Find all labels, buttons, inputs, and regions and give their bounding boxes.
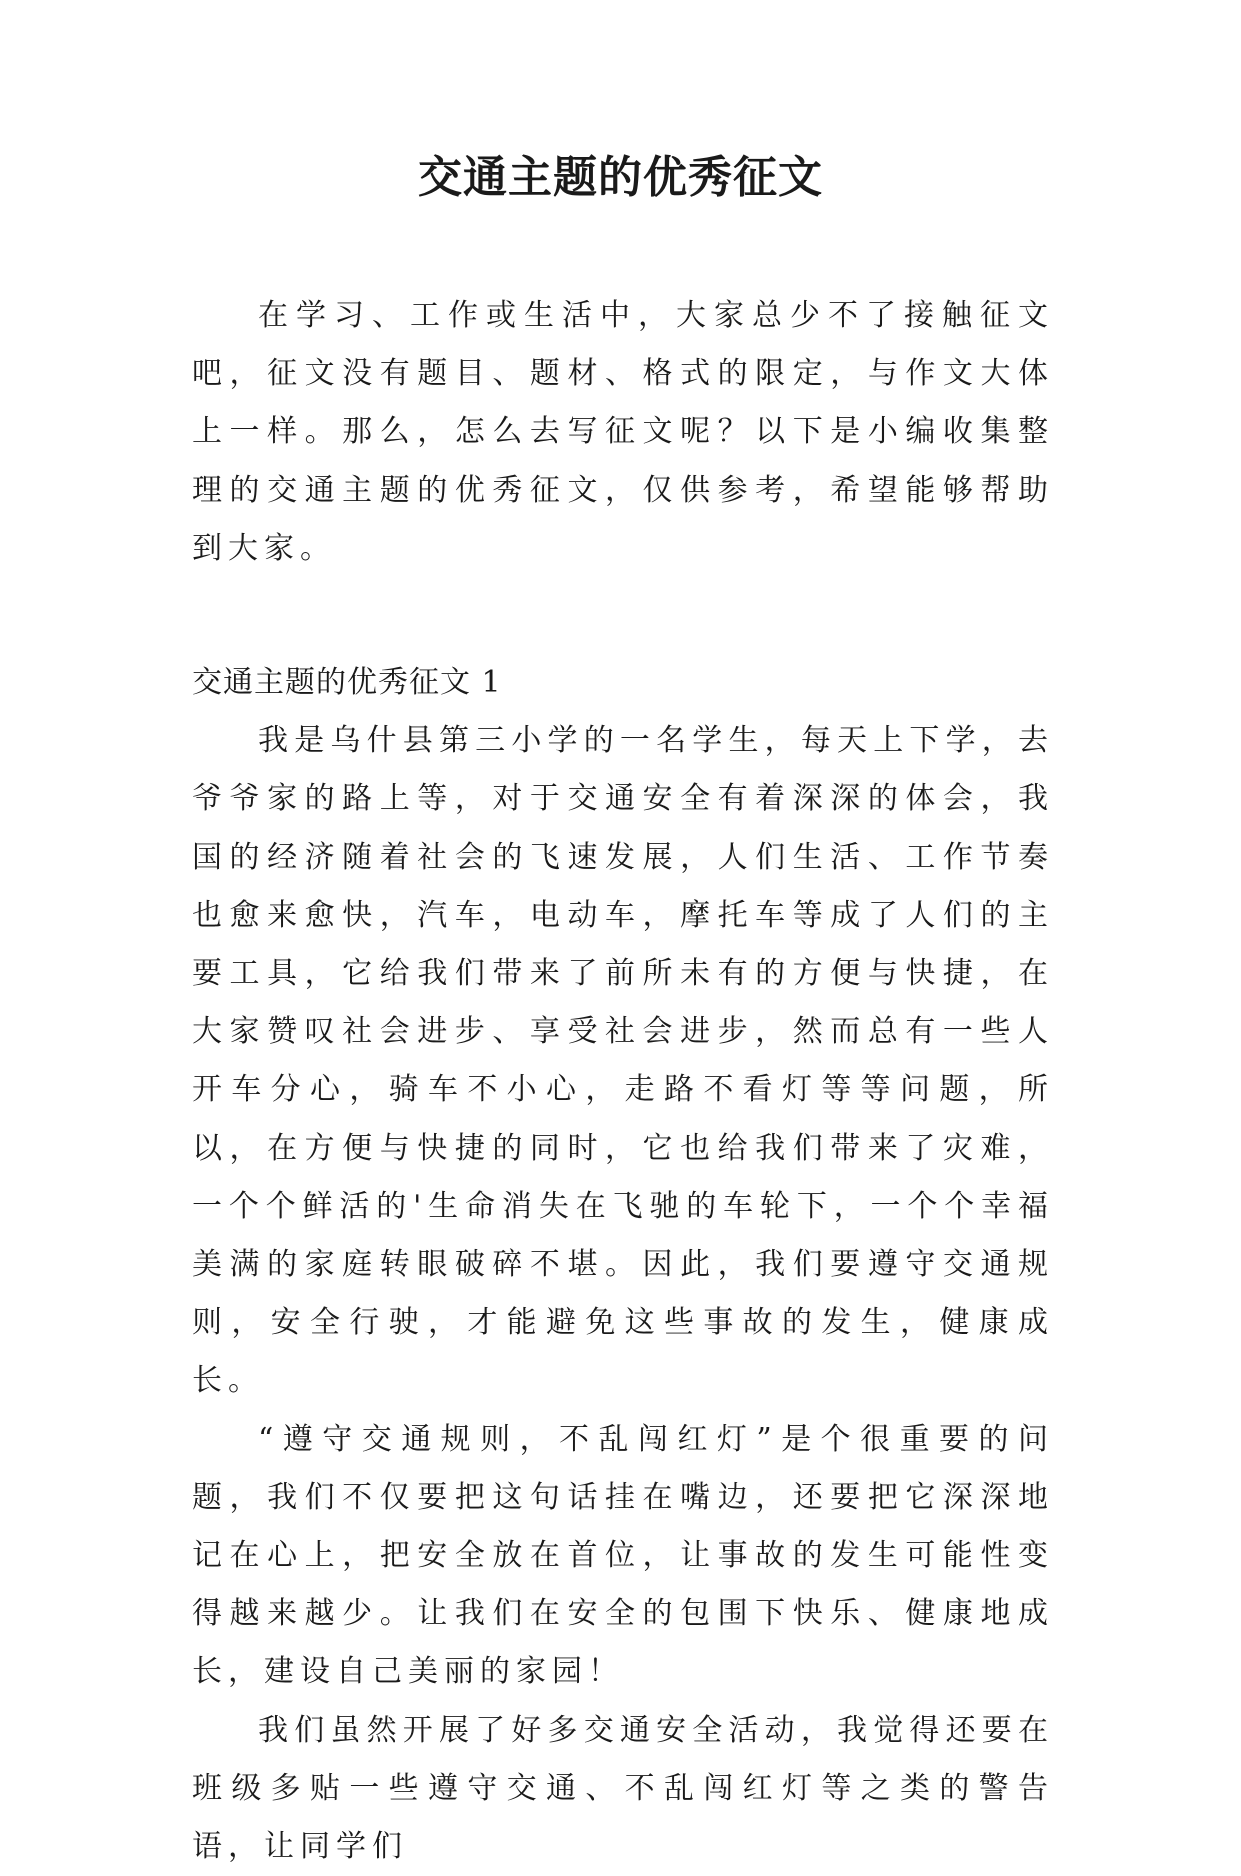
body-paragraph: “遵守交通规则，不乱闯红灯”是个很重要的问题，我们不仅要把这句话挂在嘴边，还要把它深深地记在心上，把安全放在首位，让事故的发生可能性变得越来越少。让我们在安全的包围下快乐、健康地成长，建设自己美丽的家园！ [192,1421,1054,1690]
body-paragraph: 我是乌什县第三小学的一名学生，每天上下学，去爷爷家的路上等，对于交通安全有着深深的体会，我国的经济随着社会的飞速发展，人们生活、工作节奏也愈来愈快，汽车，电动车，摩托车等成了人们的主要工具，它给我们带来了前所未有的方便与快捷，在大家赞叹社会进步、享受社会进步，然而总有一些人开车分心，骑车不小心，走路不看灯等等问题，所以，在方便与快捷的同时，它也给我们带来了灾难，一个个鲜活的'生命消失在飞驰的车轮下，一个个幸福美满的家庭转眼破碎不堪。因此，我们要遵守交通规则，安全行驶，才能避免这些事故的发生，健康成长。 [192,723,1054,1399]
document-title: 交通主题的优秀征文 [418,152,823,203]
section-title: 交通主题的优秀征文 1 [192,665,502,701]
intro-paragraph: 在学习、工作或生活中，大家总少不了接触征文吧，征文没有题目、题材、格式的限定，与作文大体上一样。那么，怎么去写征文呢？以下是小编收集整理的交通主题的优秀征文，仅供参考，希望能够帮助到大家。 [192,298,1054,566]
spacer [192,578,1054,654]
body-paragraph: 我们虽然开展了好多交通安全活动，我觉得还要在班级多贴一些遵守交通、不乱闯红灯等之类的警告语，让同学们 [192,1712,1054,1865]
document-body [192,287,1054,1876]
